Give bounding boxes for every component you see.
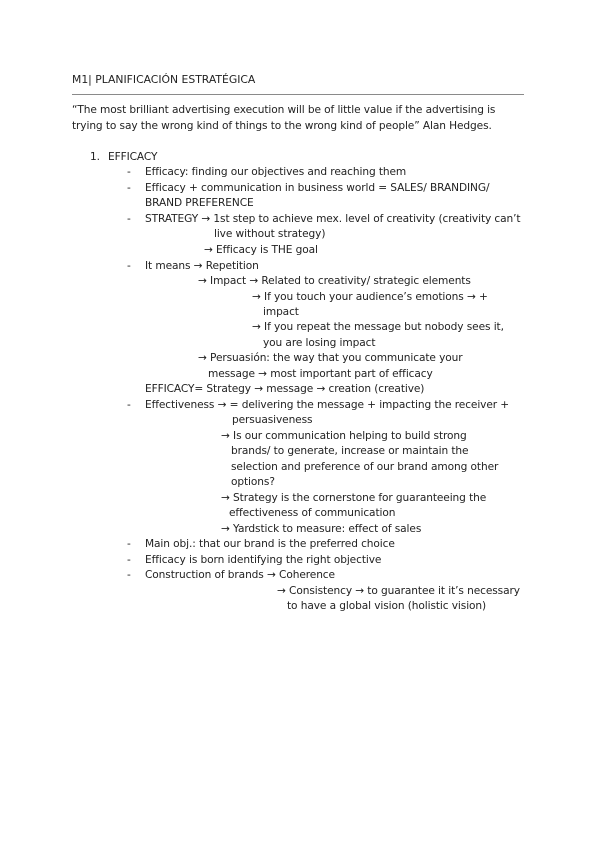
sub-item-continuation: options? [231, 476, 275, 488]
list-item: Construction of brands → Coherence [145, 569, 335, 581]
list-item: Main obj.: that our brand is the preferred choice [145, 538, 395, 550]
list-item: It means → Repetition [145, 260, 259, 272]
bullet-dash: - [127, 538, 131, 550]
section-number: 1. [90, 151, 100, 163]
bullet-dash: - [127, 399, 131, 411]
sub-item: → Strategy is the cornerstone for guaranteeing the [221, 492, 487, 504]
sub-item-continuation: brands/ to generate, increase or maintain the [231, 445, 469, 457]
sub-item-continuation: selection and preference of our brand among other [231, 461, 499, 473]
title-divider [72, 94, 524, 95]
sub-item-continuation: to have a global vision (holistic vision) [287, 600, 487, 612]
quote-line-1: “The most brilliant advertising execution will be of little value if the advertising is [72, 104, 496, 116]
sub-sub-item-continuation: impact [263, 306, 299, 318]
bullet-dash: - [127, 166, 131, 178]
section-heading: EFFICACY [108, 151, 158, 163]
bullet-dash: - [127, 569, 131, 581]
sub-item: → Is our communication helping to build strong [221, 430, 467, 442]
list-item-continuation: live without strategy) [214, 228, 326, 240]
list-item: Effectiveness → = delivering the message + impacting the receiver + [145, 399, 510, 411]
sub-item: → Yardstick to measure: effect of sales [221, 523, 422, 535]
list-item: Efficacy: finding our objectives and reaching them [145, 166, 407, 178]
page-title: M1| PLANIFICACIÓN ESTRATÉGICA [72, 73, 256, 86]
quote-line-2: trying to say the wrong kind of things to the wrong kind of people” Alan Hedges. [72, 120, 492, 132]
list-item-continuation: BRAND PREFERENCE [145, 197, 254, 209]
bullet-dash: - [127, 260, 131, 272]
bullet-dash: - [127, 182, 131, 194]
sub-sub-item: → If you repeat the message but nobody sees it, [252, 321, 504, 333]
bullet-dash: - [127, 213, 131, 225]
bullet-dash: - [127, 554, 131, 566]
sub-item-continuation: effectiveness of communication [229, 507, 396, 519]
sub-item-continuation: message → most important part of efficacy [208, 368, 433, 380]
sub-item: → Efficacy is THE goal [204, 244, 318, 256]
list-item: STRATEGY → 1st step to achieve mex. level of creativity (creativity can’t [145, 213, 521, 225]
sub-sub-item-continuation: you are losing impact [263, 337, 376, 349]
sub-item: → Impact → Related to creativity/ strategic elements [198, 275, 471, 287]
list-item: Efficacy + communication in business world = SALES/ BRANDING/ [145, 182, 490, 194]
list-item-continuation: persuasiveness [232, 414, 313, 426]
formula-line: EFFICACY= Strategy → message → creation (creative) [145, 383, 425, 395]
sub-item: → Consistency → to guarantee it it’s necessary [277, 585, 520, 597]
list-item: Efficacy is born identifying the right objective [145, 554, 382, 566]
sub-item: → Persuasión: the way that you communicate your [198, 352, 463, 364]
sub-sub-item: → If you touch your audience’s emotions → + [252, 291, 488, 303]
